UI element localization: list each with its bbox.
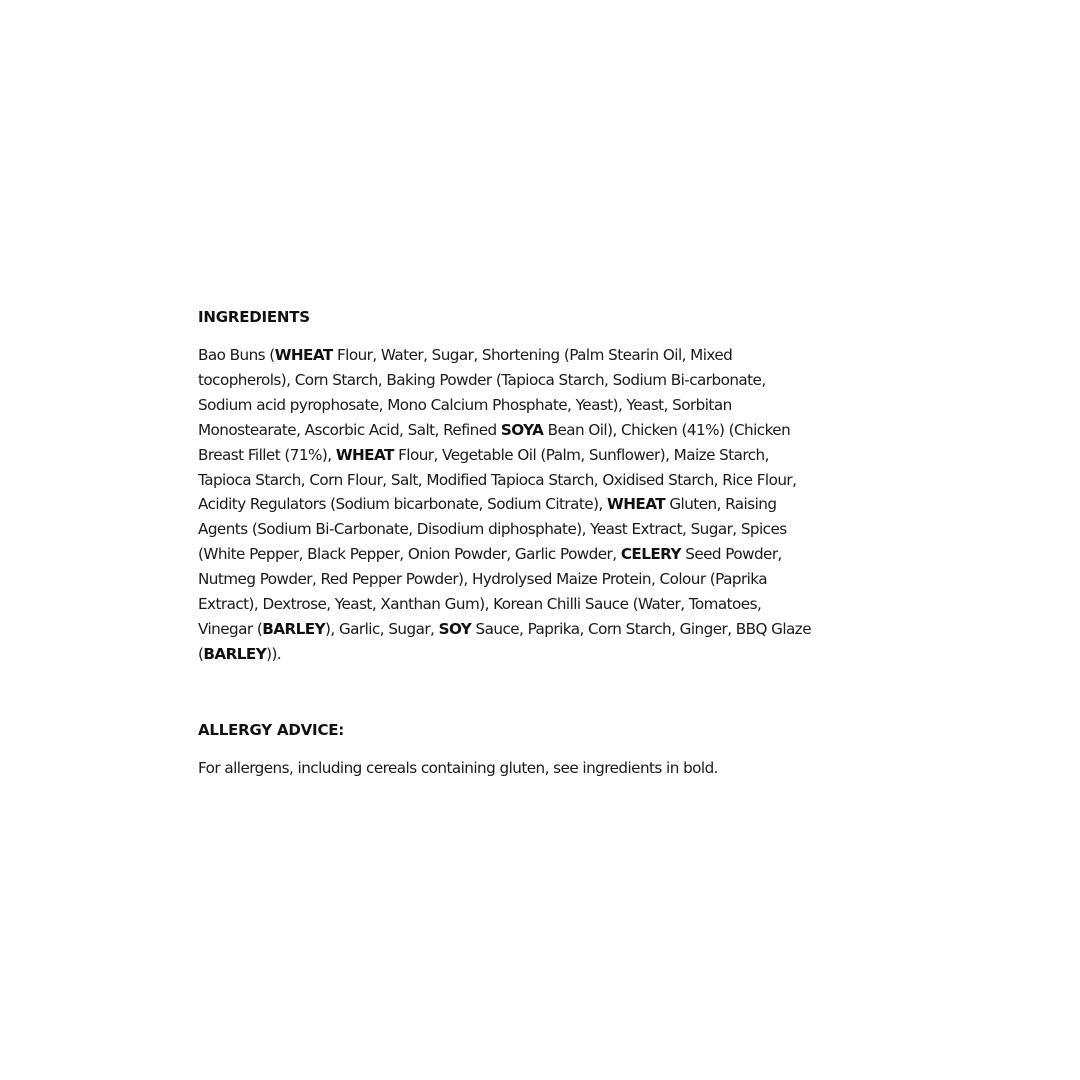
ingredients-text-segment: Seed Powder, (680, 545, 782, 564)
ingredients-line (198, 393, 898, 418)
ingredients-text-segment: Flour, Vegetable Oil (Palm, Sunflower), Maize Starch, (393, 445, 769, 464)
allergy-advice-heading: ALLERGY ADVICE: (198, 720, 345, 739)
allergen-highlight: CELERY (620, 545, 681, 564)
ingredients-line (198, 642, 898, 667)
ingredients-text-segment: Agents (Sodium Bi-Carbonate, Disodium diphosphate), Yeast Extract, Sugar, Spices (198, 520, 787, 539)
ingredients-text-segment: Flour, Water, Sugar, Shortening (Palm Stearin Oil, Mixed (332, 346, 733, 364)
ingredients-line (198, 517, 898, 542)
ingredients-line (198, 418, 898, 443)
ingredients-line (198, 542, 898, 567)
ingredients-text-segment: tocopherols), Corn Starch, Baking Powder (Tapioca Starch, Sodium Bi-carbonate, (198, 370, 766, 389)
allergen-highlight: BARLEY (203, 644, 267, 663)
ingredients-line (198, 567, 898, 592)
ingredients-text-segment: )). (266, 644, 282, 663)
ingredients-text-segment: Vinegar ( (198, 619, 263, 638)
ingredients-line (198, 443, 898, 468)
ingredients-text-segment: Sauce, Paprika, Corn Starch, Ginger, BBQ Glaze (471, 619, 812, 638)
ingredients-text-segment: ( (198, 644, 204, 663)
product-info-content (198, 306, 898, 781)
ingredients-text-segment: Bao Buns ( (198, 346, 275, 364)
allergen-highlight: BARLEY (262, 619, 326, 638)
ingredients-line (198, 368, 898, 393)
ingredients-text (198, 343, 898, 667)
ingredients-text-segment: Tapioca Starch, Corn Flour, Salt, Modified Tapioca Starch, Oxidised Starch, Rice Flour, (198, 470, 797, 489)
ingredients-line (198, 468, 898, 493)
ingredients-line (198, 492, 898, 517)
ingredients-line (198, 343, 898, 368)
ingredients-text-segment: Sodium acid pyrophosate, Mono Calcium Phosphate, Yeast), Yeast, Sorbitan (198, 395, 732, 414)
ingredients-heading: INGREDIENTS (198, 308, 310, 326)
allergen-highlight: WHEAT (607, 495, 666, 514)
ingredients-text-segment: ), Garlic, Sugar, (325, 619, 439, 638)
ingredients-text-segment: Gluten, Raising (665, 495, 777, 514)
allergen-highlight: WHEAT (274, 346, 333, 364)
allergy-advice-text: For allergens, including cereals containing gluten, see ingredients in bold. (198, 758, 718, 777)
ingredients-line (198, 617, 898, 642)
ingredients-text-segment: Monostearate, Ascorbic Acid, Salt, Refined (198, 420, 501, 439)
ingredients-line (198, 592, 898, 617)
ingredients-text-segment: (White Pepper, Black Pepper, Onion Powder, Garlic Powder, (198, 545, 621, 564)
ingredients-text-segment: Nutmeg Powder, Red Pepper Powder), Hydrolysed Maize Protein, Colour (Paprika (198, 570, 768, 589)
ingredients-text-segment: Extract), Dextrose, Yeast, Xanthan Gum), Korean Chilli Sauce (Water, Tomatoes, (198, 595, 762, 614)
allergen-highlight: SOYA (500, 420, 544, 439)
allergen-highlight: SOY (438, 619, 472, 638)
ingredients-text-segment: Acidity Regulators (Sodium bicarbonate, Sodium Citrate), (198, 495, 608, 514)
ingredients-text-segment: Bean Oil), Chicken (41%) (Chicken (543, 420, 791, 439)
ingredients-text-segment: Breast Fillet (71%), (198, 445, 336, 464)
allergen-highlight: WHEAT (335, 445, 394, 464)
